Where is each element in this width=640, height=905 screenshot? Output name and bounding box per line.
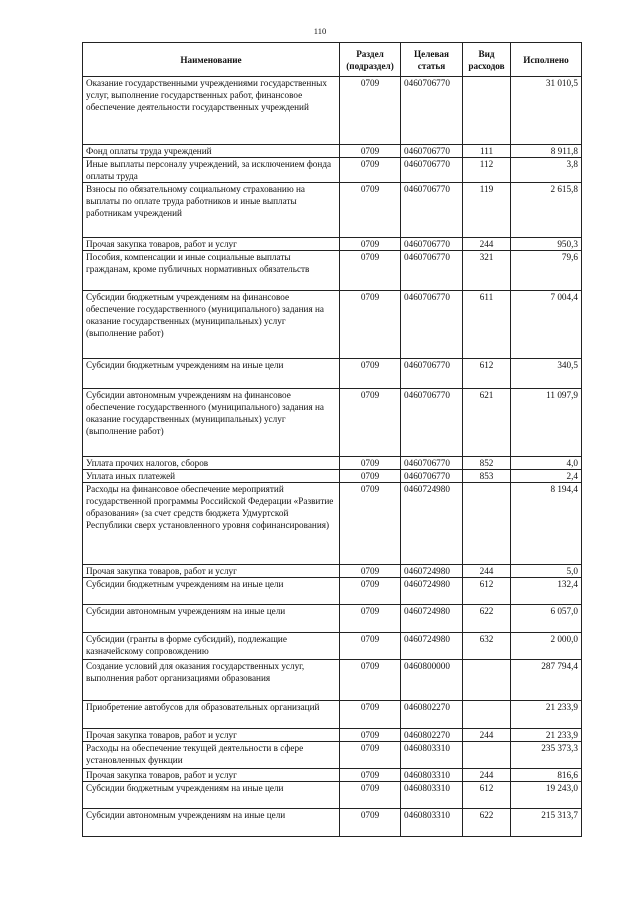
- table-row: [83, 145, 582, 158]
- table-header-row: [83, 43, 582, 77]
- cell-name: Создание условий для оказания государственных услуг, выполнения работ организациями образования: [83, 660, 340, 701]
- cell-section: 0709: [340, 701, 401, 729]
- table-row: [83, 483, 582, 565]
- table-row: [83, 633, 582, 660]
- cell-target: 0460803310: [401, 769, 463, 782]
- cell-kind: 612: [463, 578, 511, 605]
- cell-target: 0460724980: [401, 578, 463, 605]
- cell-section: 0709: [340, 238, 401, 251]
- cell-section: 0709: [340, 291, 401, 359]
- cell-kind: 612: [463, 359, 511, 389]
- cell-section: 0709: [340, 809, 401, 837]
- cell-target: 0460706770: [401, 457, 463, 470]
- cell-section: 0709: [340, 251, 401, 291]
- table-row: [83, 809, 582, 837]
- cell-section: 0709: [340, 389, 401, 457]
- cell-sum: 8 911,8: [511, 145, 582, 158]
- table-row: [83, 742, 582, 769]
- cell-target: 0460803310: [401, 809, 463, 837]
- cell-section: 0709: [340, 633, 401, 660]
- cell-name: Субсидии автономным учреждениям на финансовое обеспечение государственного (муниципального) задания на оказание государственных (муниципальных) услуг (выполнение работ): [83, 389, 340, 457]
- cell-sum: 2 615,8: [511, 183, 582, 238]
- cell-name: Взносы по обязательному социальному страхованию на выплаты по оплате труда работников и иные выплаты работникам учреждений: [83, 183, 340, 238]
- cell-section: 0709: [340, 769, 401, 782]
- cell-section: 0709: [340, 742, 401, 769]
- table-row: [83, 238, 582, 251]
- cell-name: Расходы на обеспечение текущей деятельности в сфере установленных функции: [83, 742, 340, 769]
- cell-kind: 244: [463, 769, 511, 782]
- cell-name: Прочая закупка товаров, работ и услуг: [83, 565, 340, 578]
- cell-sum: 79,6: [511, 251, 582, 291]
- cell-name: Прочая закупка товаров, работ и услуг: [83, 769, 340, 782]
- cell-section: 0709: [340, 483, 401, 565]
- cell-kind: 611: [463, 291, 511, 359]
- cell-section: 0709: [340, 158, 401, 183]
- cell-sum: 6 057,0: [511, 605, 582, 633]
- cell-name: Фонд оплаты труда учреждений: [83, 145, 340, 158]
- cell-target: 0460706770: [401, 238, 463, 251]
- cell-kind: 621: [463, 389, 511, 457]
- cell-section: 0709: [340, 470, 401, 483]
- cell-target: 0460802270: [401, 729, 463, 742]
- cell-name: Субсидии бюджетным учреждениям на финансовое обеспечение государственного (муниципального) задания на оказание государственных (муниципальных) услуг (выполнение работ): [83, 291, 340, 359]
- cell-section: 0709: [340, 729, 401, 742]
- cell-name: Субсидии автономным учреждениям на иные цели: [83, 605, 340, 633]
- table-row: [83, 660, 582, 701]
- cell-sum: 19 243,0: [511, 782, 582, 809]
- cell-sum: 5,0: [511, 565, 582, 578]
- table-row: [83, 701, 582, 729]
- header-kind: Вид расходов: [463, 43, 511, 77]
- cell-target: 0460803310: [401, 742, 463, 769]
- cell-sum: 3,8: [511, 158, 582, 183]
- cell-kind: [463, 660, 511, 701]
- cell-sum: 4,0: [511, 457, 582, 470]
- cell-name: Уплата иных платежей: [83, 470, 340, 483]
- cell-section: 0709: [340, 605, 401, 633]
- cell-name: Прочая закупка товаров, работ и услуг: [83, 729, 340, 742]
- cell-target: 0460724980: [401, 633, 463, 660]
- cell-sum: 11 097,9: [511, 389, 582, 457]
- table-row: [83, 77, 582, 145]
- cell-sum: 816,6: [511, 769, 582, 782]
- cell-sum: 2,4: [511, 470, 582, 483]
- cell-kind: 112: [463, 158, 511, 183]
- cell-name: Субсидии бюджетным учреждениям на иные цели: [83, 359, 340, 389]
- cell-section: 0709: [340, 565, 401, 578]
- table-row: [83, 470, 582, 483]
- table-row: [83, 769, 582, 782]
- cell-kind: 612: [463, 782, 511, 809]
- page-number: 110: [313, 26, 327, 36]
- cell-kind: 622: [463, 605, 511, 633]
- table-row: [83, 359, 582, 389]
- cell-sum: 340,5: [511, 359, 582, 389]
- table-row: [83, 729, 582, 742]
- cell-kind: 119: [463, 183, 511, 238]
- cell-sum: 21 233,9: [511, 729, 582, 742]
- cell-name: Субсидии автономным учреждениям на иные цели: [83, 809, 340, 837]
- cell-kind: [463, 742, 511, 769]
- cell-sum: 287 794,4: [511, 660, 582, 701]
- cell-sum: 235 373,3: [511, 742, 582, 769]
- cell-target: 0460706770: [401, 183, 463, 238]
- cell-sum: 8 194,4: [511, 483, 582, 565]
- table-row: [83, 578, 582, 605]
- cell-kind: 244: [463, 565, 511, 578]
- cell-target: 0460706770: [401, 389, 463, 457]
- cell-sum: 132,4: [511, 578, 582, 605]
- cell-section: 0709: [340, 183, 401, 238]
- cell-name: Приобретение автобусов для образовательных организаций: [83, 701, 340, 729]
- cell-target: 0460724980: [401, 565, 463, 578]
- cell-sum: 31 010,5: [511, 77, 582, 145]
- cell-name: Субсидии бюджетным учреждениям на иные цели: [83, 782, 340, 809]
- cell-section: 0709: [340, 782, 401, 809]
- cell-section: 0709: [340, 660, 401, 701]
- cell-kind: 244: [463, 238, 511, 251]
- cell-target: 0460706770: [401, 251, 463, 291]
- cell-target: 0460800000: [401, 660, 463, 701]
- cell-section: 0709: [340, 77, 401, 145]
- cell-target: 0460724980: [401, 605, 463, 633]
- cell-kind: 111: [463, 145, 511, 158]
- cell-name: Оказание государственными учреждениями государственных услуг, выполнение государственных работ, финансовое обеспечение деятельности государственных учреждений: [83, 77, 340, 145]
- cell-name: Прочая закупка товаров, работ и услуг: [83, 238, 340, 251]
- cell-kind: 244: [463, 729, 511, 742]
- header-sum: Исполнено: [511, 43, 582, 77]
- cell-kind: 321: [463, 251, 511, 291]
- header-section: Раздел (подраздел): [340, 43, 401, 77]
- cell-section: 0709: [340, 359, 401, 389]
- cell-name: Субсидии (гранты в форме субсидий), подлежащие казначейскому сопровождению: [83, 633, 340, 660]
- cell-name: Уплата прочих налогов, сборов: [83, 457, 340, 470]
- table-row: [83, 457, 582, 470]
- cell-section: 0709: [340, 457, 401, 470]
- table-row: [83, 291, 582, 359]
- cell-target: 0460706770: [401, 158, 463, 183]
- cell-sum: 2 000,0: [511, 633, 582, 660]
- cell-kind: [463, 483, 511, 565]
- table-row: [83, 565, 582, 578]
- cell-kind: [463, 77, 511, 145]
- budget-table: [82, 42, 582, 837]
- table-row: [83, 782, 582, 809]
- cell-target: 0460706770: [401, 77, 463, 145]
- table-row: [83, 158, 582, 183]
- cell-sum: 7 004,4: [511, 291, 582, 359]
- cell-target: 0460706770: [401, 145, 463, 158]
- table-row: [83, 605, 582, 633]
- cell-target: 0460706770: [401, 291, 463, 359]
- cell-kind: 852: [463, 457, 511, 470]
- cell-target: 0460706770: [401, 359, 463, 389]
- header-target: Целевая статья: [401, 43, 463, 77]
- cell-kind: 622: [463, 809, 511, 837]
- cell-sum: 950,3: [511, 238, 582, 251]
- cell-section: 0709: [340, 145, 401, 158]
- table-row: [83, 251, 582, 291]
- cell-sum: 215 313,7: [511, 809, 582, 837]
- cell-target: 0460803310: [401, 782, 463, 809]
- table-row: [83, 183, 582, 238]
- table-row: [83, 389, 582, 457]
- cell-kind: 853: [463, 470, 511, 483]
- cell-target: 0460802270: [401, 701, 463, 729]
- cell-name: Пособия, компенсации и иные социальные выплаты гражданам, кроме публичных нормативных обязательств: [83, 251, 340, 291]
- cell-kind: 632: [463, 633, 511, 660]
- cell-name: Иные выплаты персоналу учреждений, за исключением фонда оплаты труда: [83, 158, 340, 183]
- cell-section: 0709: [340, 578, 401, 605]
- cell-name: Расходы на финансовое обеспечение мероприятий государственной программы Российской Федерации «Развитие образования» (за счет средств бюджета Удмуртской Республики сверх установленного уровня софинансирования): [83, 483, 340, 565]
- cell-target: 0460724980: [401, 483, 463, 565]
- table-body: [83, 77, 582, 837]
- cell-name: Субсидии бюджетным учреждениям на иные цели: [83, 578, 340, 605]
- header-name: Наименование: [83, 43, 340, 77]
- cell-target: 0460706770: [401, 470, 463, 483]
- cell-sum: 21 233,9: [511, 701, 582, 729]
- cell-kind: [463, 701, 511, 729]
